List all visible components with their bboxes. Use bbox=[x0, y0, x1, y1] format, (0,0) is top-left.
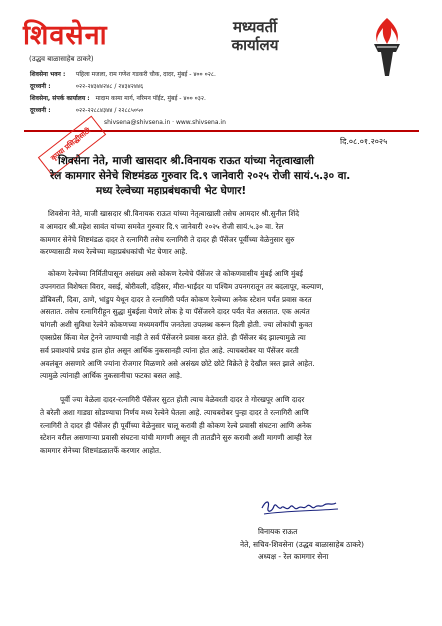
text-line: कामगार सेनेचे शिष्टमंडळ दादर ते रत्नागिरी तसेच रत्नागिरी ते दादर ही पॅसेंजर पूर्वीच्या वेळेनुसार सुरु bbox=[40, 234, 295, 244]
text-line: चांगली अशी सुविधा रेल्वेने कोकणच्या मध्यमवर्गीय जनतेला उपलब्ध करून दिली होती. ज्या लोकांची कुवत bbox=[40, 320, 313, 330]
phone-value: ०२२-२४३४४२४८ / २४३४२४४६ bbox=[75, 83, 144, 90]
letter-date: दि.०८.०१.२०२५ bbox=[340, 137, 388, 146]
address-line-4 bbox=[30, 106, 143, 115]
paragraph-2 bbox=[40, 268, 415, 383]
text-line: उपनगरात विशेषतः विरार, वसई, बोरीवली, दहिसर, मीरा-भाईंदर या पश्चिम उपनगरातून तर बदलापूर, कल्याण, bbox=[40, 281, 324, 291]
text-line: स्टेशन वरील असणाऱ्या प्रवासी संघटना यांची मागणी असून ती तातडीने सुरु करावी अशी मागणी आम्ही रेल bbox=[40, 433, 312, 443]
paragraph-3 bbox=[40, 394, 415, 458]
text-line: रत्नागिरी ते दादर ही पॅसेंजर ही पूर्वीच्या वेळेनुसार चालू करावी ही कोकण रेल्वे प्रवासी संघटना आणि अनेक bbox=[40, 420, 312, 430]
text-line: व आमदार श्री.महेश सावंत यांच्या समवेत गुरुवार दि.९ जानेवारी २०२५ रोजी सायं.५.३० वा. रेल bbox=[40, 221, 284, 231]
email-website: shivsena@shivsena.in · www.shivsena.in bbox=[104, 119, 226, 126]
address-key: शिवसेना भवन : bbox=[30, 71, 66, 78]
address-line-5 bbox=[104, 118, 226, 127]
text-line: त्यामुळे त्यांनाही आर्थिक नुकसानीचा फटका बसत आहे. bbox=[40, 371, 183, 381]
shivsena-logo bbox=[23, 18, 221, 62]
subject-line-3: मध्य रेल्वेच्या महाप्रबंधकाची भेट घेणार! bbox=[96, 185, 247, 197]
handwritten-signature bbox=[258, 494, 342, 520]
text-line: सर्व प्रवाश्यांचे प्रचंड हाल होत असून आर्थिक नुकसानही त्यांना होत आहे. त्याचबरोबर या पॅसेंजर वरती bbox=[40, 345, 299, 355]
text-line: अवलंबून असणारे आणि ज्यांना रोजगार मिळणारे असे असंख्य छोटे छोटे विक्रेते हे देखील त्रस्त झाले आहेत. bbox=[40, 358, 315, 368]
subject-heading bbox=[50, 154, 398, 199]
text-line: करण्यासाठी मध्य रेल्वेच्या महाप्रबंधकांची भेट घेणार आहे. bbox=[40, 247, 188, 257]
text-line: कामगार सेनेच्या शिष्टमंडळातर्फे करणार आहोत. bbox=[40, 446, 162, 456]
contact-office-value: मादाम कामा मार्ग, नरिमन पॉईंट, मुंबई - ४०० ०३२. bbox=[95, 95, 206, 102]
office-title-line2: कार्यालय bbox=[231, 36, 279, 54]
text-line: ते बरेली अशा गाड्या सोडण्याचा निर्णय मध्य रेल्वेने घेतला आहे. त्याचबरोबर पुन्हा दादर ते रत्नागिरी आणि bbox=[40, 407, 309, 417]
phone-key-2: दूरध्वनी : bbox=[30, 107, 51, 114]
text-line: एक्सप्रेस किंवा मेल ट्रेनने जाण्याची नाही ते सर्व पॅसेंजरने प्रवास करत होते. ही पॅसेंजर बंद झाल्यामुळे त्या bbox=[40, 332, 306, 342]
text-line: शिवसेना नेते, माजी खासदार श्री.विनायक राऊत यांच्या नेतृत्वाखाली तसेच आमदार श्री.सुनील शिंदे bbox=[48, 209, 300, 218]
address-line-3 bbox=[30, 94, 206, 103]
address-line-1 bbox=[30, 70, 216, 79]
address-value: पहिला मजला, राम गणेश गडकरी चौक, दादर, मुंबई - ४०० ०२८. bbox=[75, 71, 216, 78]
contact-office-key: शिवसेना, संपर्क कार्यालय : bbox=[30, 95, 90, 102]
text-line: कोकण रेल्वेच्या निर्मितीपासून असंख्य असे कोकण रेल्वेचे पॅसेंजर जे कोकणवासीय मुंबई आणि मुंबई bbox=[48, 269, 303, 278]
text-line: पूर्वी ज्या वेळेला दादर-रत्नागिरी पॅसेंजर सुटत होती त्याच वेळेवरती दादर ते गोरखपूर आणि दादर bbox=[60, 395, 305, 404]
phone-value-2: ०२२-२२८८४३४४ / २२८८५०५० bbox=[75, 107, 144, 114]
signatory-title-2: अध्यक्ष - रेल कामगार सेना bbox=[258, 552, 329, 561]
publication-stamp: कृपया प्रसिद्धीसाठी bbox=[38, 116, 106, 177]
signatory-title-1: नेते, सचिव-शिवसेना (उद्धव बाळासाहेब ठाकरे) bbox=[240, 539, 364, 549]
phone-key: दूरध्वनी : bbox=[30, 83, 51, 90]
office-title bbox=[200, 18, 310, 54]
subject-line-2: रेल कामगार सेनेचे शिष्टमंडळ गुरुवार दि.९ जानेवारी २०२५ रोजी सायं.५.३० वा. bbox=[50, 170, 351, 182]
closing-block bbox=[240, 526, 364, 564]
paragraph-1 bbox=[40, 208, 415, 259]
logo-subtitle: (उद्धव बाळासाहेब ठाकरे) bbox=[29, 55, 94, 63]
text-line: डोंबिवली, दिवा, ठाणे, भांडुप येथून दादर ते रत्नागिरी पर्यंत कोकण रेल्वेच्या अनेक स्टेशन पर्यंत प्रवास करत bbox=[40, 294, 312, 304]
signatory-name: विनायक राऊत bbox=[258, 527, 298, 536]
office-title-line1: मध्यवर्ती bbox=[232, 18, 278, 36]
text-line: असतात. तसेच रत्नागिरीहून सुद्धा मुंबईला येणारे लोक हे या पॅसेंजरने दादर पर्यंत येत असतात. एक अत्यंत bbox=[40, 307, 310, 317]
subject-line-1: शिवसेना नेते, माजी खासदार श्री.विनायक राऊत यांच्या नेतृत्वाखाली bbox=[58, 155, 314, 167]
logo-title: शिवसेना bbox=[23, 20, 108, 51]
address-line-2 bbox=[30, 82, 143, 91]
torch-emblem-icon bbox=[356, 14, 418, 80]
